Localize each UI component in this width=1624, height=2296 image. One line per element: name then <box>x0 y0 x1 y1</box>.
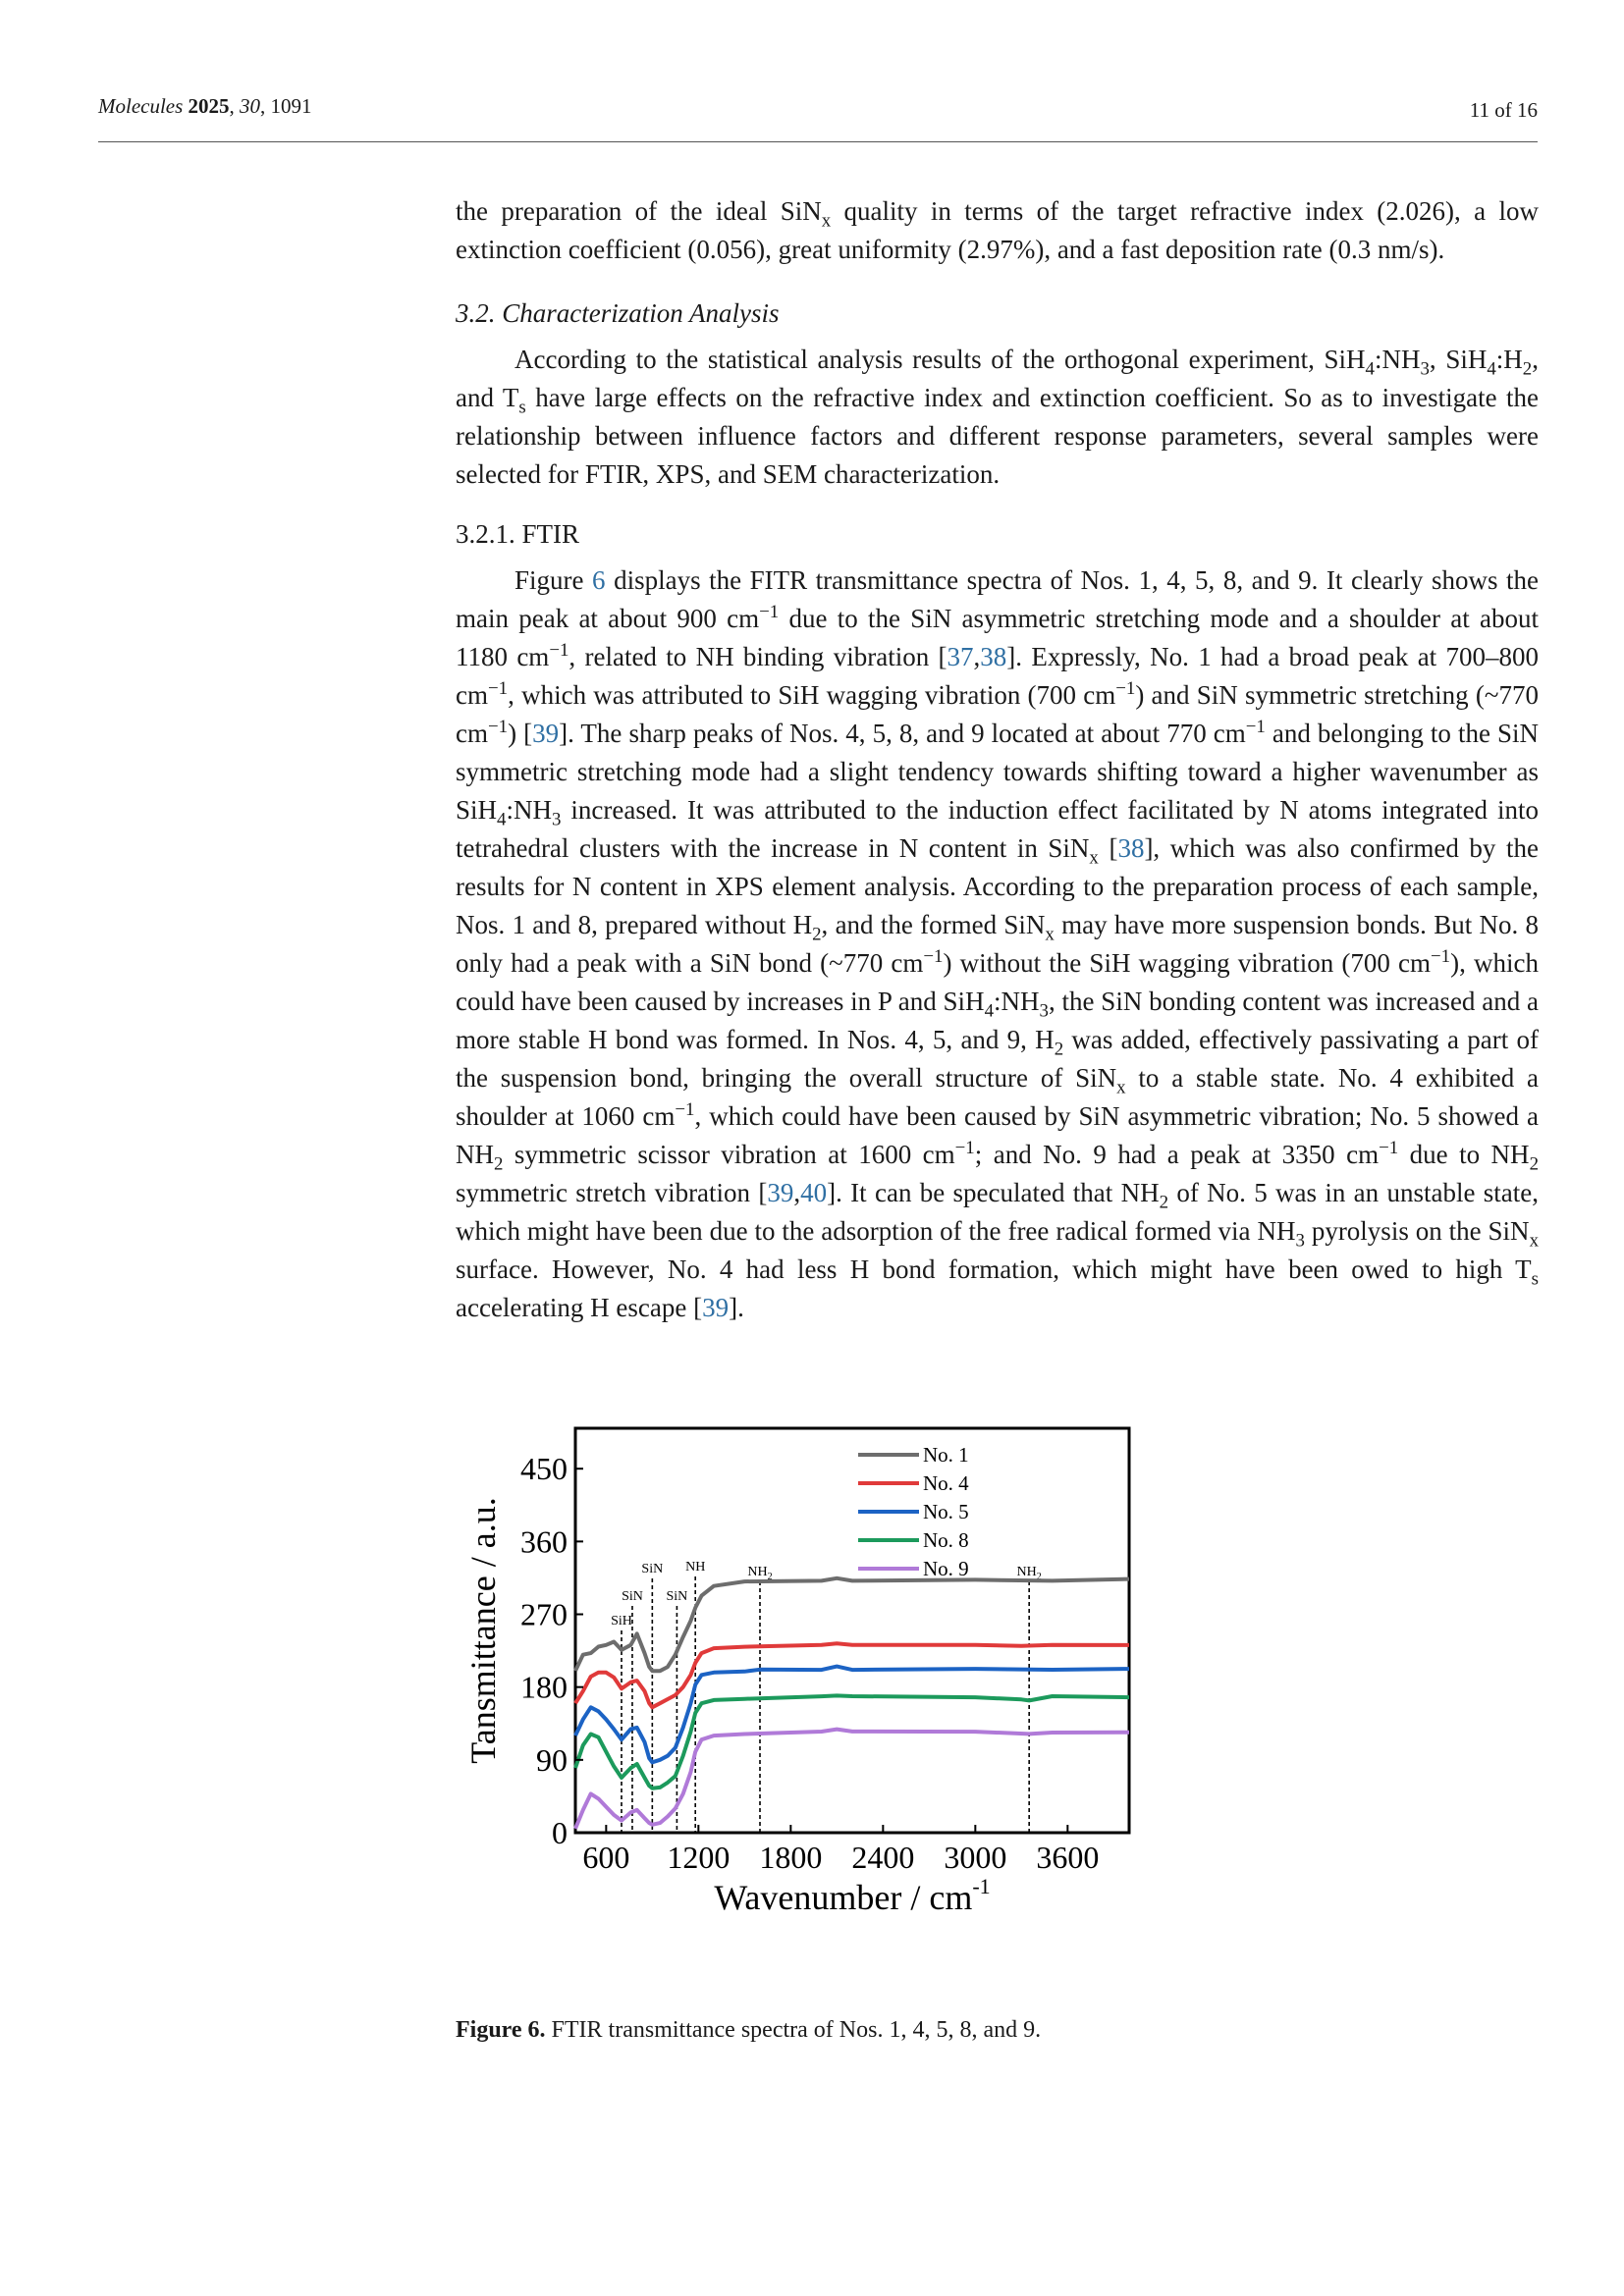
figure-link[interactable]: 6 <box>592 565 606 595</box>
x-tick-label: 600 <box>582 1840 630 1875</box>
annotation-label: SiN <box>641 1562 664 1576</box>
subsection-heading: 3.2.1. FTIR <box>456 519 580 549</box>
x-tick-label: 3600 <box>1036 1840 1100 1875</box>
journal-citation: Molecules 2025, 30, 1091 <box>98 94 312 118</box>
paragraph-3: Figure 6 displays the FITR transmittance spectra of Nos. 1, 4, 5, 8, and 9. It clearly shows the main peak at about 900 $cm^{-1}$ due to the SiN asymmetric stretching mode and a shoulder at about 1180 $cm^{-1}$, related to NH binding vibration [37,38]. Expressly, No. 1 had a broad peak at 700–800 $cm^{-1}$, which was attributed to SiH wagging vibration (700 $cm^{-1}$) and SiN symmetric stretching (~770 $cm^{-1}$) [39]. The sharp peaks of Nos. 4, 5, 8, and 9 located at about 770 $cm^{-1}$ and belonging to the SiN symmetric stretching mode had a slight tendency towards shifting toward a higher wavenumber as $SiH_4:NH_3$ increased. It was attributed to the induction effect facilitated by N atoms integrated into tetrahedral clusters with the increase in N content in SiN$_x$ [38], which was also confirmed by the results for N content in XPS element analysis. According to the preparation process of each sample, Nos. 1 and 8, prepared without $H_2$, and the formed SiN$_x$ may have more suspension bonds. But No. 8 only had a peak with a SiN bond (~770 $cm^{-1}$) without the SiH wagging vibration (700 $cm^{-1}$), which could have been caused by increases in P and $SiH_4:NH_3$, the SiN bonding content was increased and a more stable H bond was formed. In Nos. 4, 5, and 9, $H_2$ was added, effectively passivating a part of the suspension bond, bringing the overall structure of SiN$_x$ to a stable state. No. 4 exhibited a shoulder at 1060 $cm^{-1}$, which could have been caused by SiN asymmetric vibration; No. 5 showed a $NH_2$ symmetric scissor vibration at 1600 $cm^{-1}$; and No. 9 had a peak at 3350 $cm^{-1}$ due to $NH_2$ symmetric stretch vibration [39,40]. It can be speculated that $NH_2$ of No. 5 was in an unstable state, which might have been due to the adsorption of the free radical formed via $NH_3$ pyrolysis on the SiN$_x$ surface. However, No. 4 had less H bond formation, which might have been owed to high $T_s$ accelerating H escape [39]. <box>456 565 1540 1322</box>
annotation-label: SiN <box>622 1589 643 1604</box>
series-line-no5 <box>575 1667 1129 1763</box>
citation-link[interactable]: 39 <box>767 1178 794 1207</box>
annotation-label: SiH <box>611 1614 632 1629</box>
y-tick-label: 270 <box>520 1596 568 1632</box>
journal-name: Molecules <box>98 94 184 118</box>
legend-label: No. 1 <box>923 1443 969 1467</box>
citation-link[interactable]: 38 <box>1117 833 1145 863</box>
annotation-label: $NH_2$ <box>1016 1565 1042 1582</box>
legend-label: No. 5 <box>923 1500 969 1523</box>
article-number: 1091 <box>270 94 312 118</box>
legend-label: No. 8 <box>923 1528 969 1552</box>
annotation-label: SiN <box>666 1589 688 1604</box>
citation-link[interactable]: 39 <box>532 719 560 748</box>
x-tick-label: 2400 <box>851 1840 915 1875</box>
series-line-no8 <box>575 1695 1129 1788</box>
journal-volume: 30 <box>240 94 261 118</box>
y-tick-label: 180 <box>520 1669 568 1705</box>
annotation-label: NH <box>685 1560 706 1575</box>
y-tick-label: 0 <box>552 1815 568 1850</box>
x-axis-label: Wavenumber / $cm^{-1}$ <box>714 1874 991 1917</box>
x-tick-label: 3000 <box>944 1840 1007 1875</box>
y-tick-label: 360 <box>520 1523 568 1560</box>
citation-link[interactable]: 38 <box>980 642 1007 671</box>
legend-label: No. 9 <box>923 1557 969 1580</box>
y-tick-label: 90 <box>536 1741 568 1778</box>
page-header <box>98 94 1538 142</box>
legend-label: No. 4 <box>923 1471 969 1495</box>
plot-frame <box>575 1428 1129 1833</box>
citation-link[interactable]: 37 <box>947 642 974 671</box>
y-tick-label: 450 <box>520 1451 568 1487</box>
x-tick-label: 1200 <box>667 1840 731 1875</box>
section-heading: 3.2. Characterization Analysis <box>456 298 780 328</box>
series-line-no9 <box>575 1730 1129 1829</box>
article-body <box>456 192 1539 1327</box>
citation-link[interactable]: 40 <box>800 1178 828 1207</box>
paragraph-2: According to the statistical analysis results of the orthogonal experiment, $SiH_4:NH_3$, $SiH_4:H_2$, and $T_s$ have large effects on the refractive index and extinction coefficient. So as to investigate the relationship between influence factors and different response parameters, several samples were selected for FTIR, XPS, and SEM characterization. <box>456 345 1539 489</box>
ftir-chart <box>456 1414 1163 1963</box>
paragraph-1: the preparation of the ideal SiN$_x$ quality in terms of the target refractive index (2.026), a low extinction coefficient (0.056), great uniformity (2.97%), and a fast deposition rate (0.3 nm/s). <box>456 196 1539 264</box>
figure-6 <box>456 1414 1163 1963</box>
journal-year: 2025 <box>188 94 230 118</box>
citation-link[interactable]: 39 <box>702 1293 730 1322</box>
x-tick-label: 1800 <box>759 1840 823 1875</box>
annotation-label: $NH_2$ <box>747 1565 773 1582</box>
page-number: 11 of 16 <box>1469 98 1538 122</box>
figure-caption: Figure 6. FTIR transmittance spectra of Nos. 1, 4, 5, 8, and 9. <box>456 2017 1042 2043</box>
y-axis-label: Tansmittance / a.u. <box>463 1497 503 1764</box>
series-line-no1 <box>575 1578 1129 1671</box>
